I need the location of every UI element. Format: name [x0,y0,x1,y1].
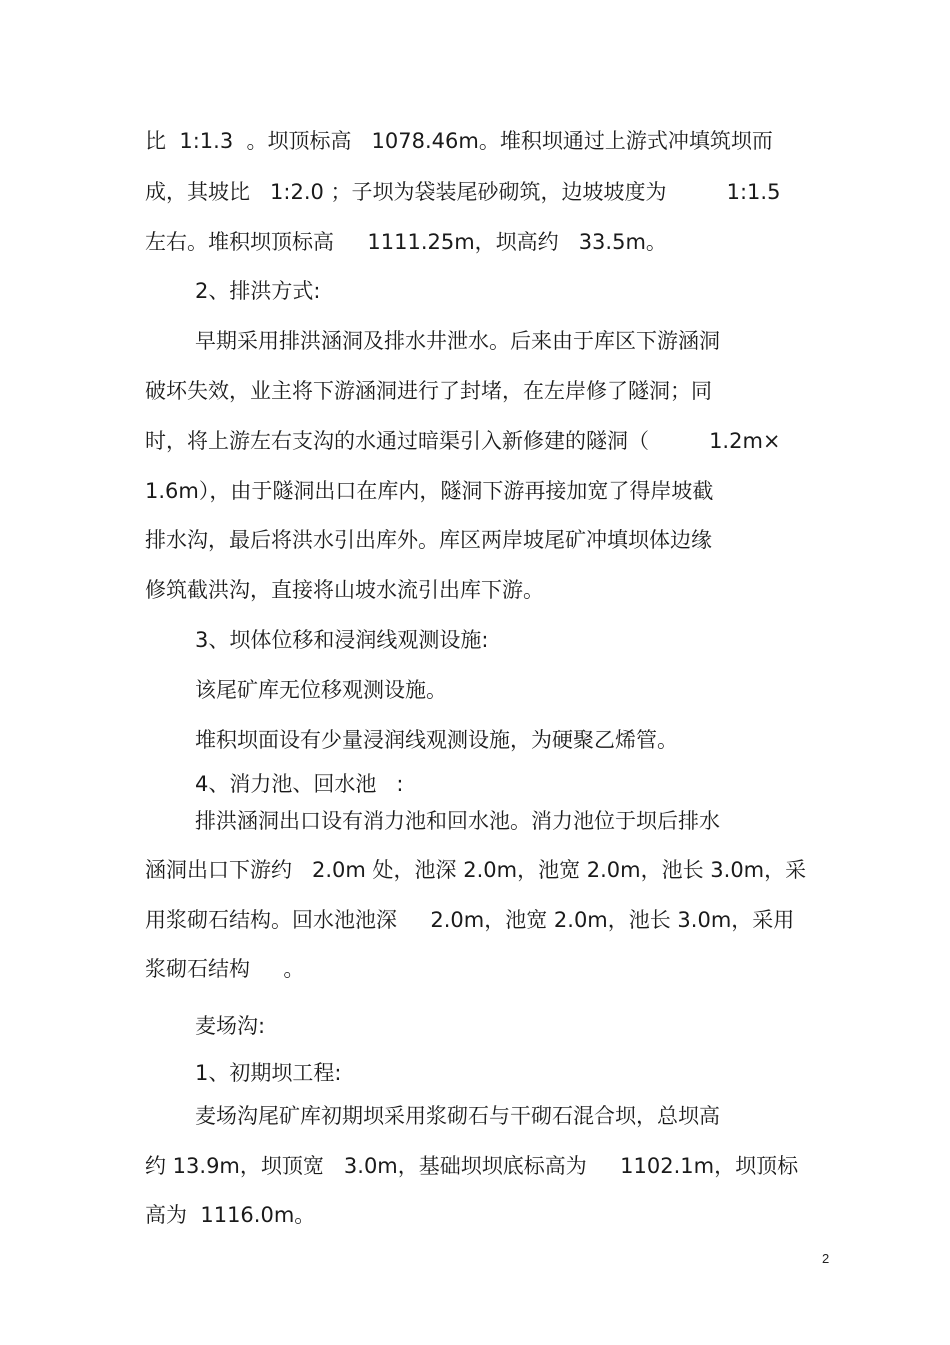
text-line-6: 破坏失效，业主将下游涵洞进行了封堵，在左岸修了隧洞；同 [145,379,712,403]
text-line-23: 高为 1116.0m。 [145,1203,316,1227]
section-title-maichanggou: 麦场沟: [195,1014,266,1038]
text-line-2: 成，其坡比 1:2.0 ；子坝为袋装尾砂砌筑，边坡坡度为 1:1.5 [145,180,781,204]
text-line-3: 左右。堆积坝顶标高 1111.25m，坝高约 33.5m。 [145,230,667,254]
text-line-5: 早期采用排洪涵洞及排水井泄水。后来由于库区下游涵洞 [195,329,720,353]
text-line-18: 浆砌石结构 。 [145,957,305,981]
text-line-21: 麦场沟尾矿库初期坝采用浆砌石与干砌石混合坝，总坝高 [195,1104,720,1128]
text-line-13: 堆积坝面设有少量浸润线观测设施，为硬聚乙烯管。 [195,728,678,752]
text-line-12: 该尾矿库无位移观测设施。 [195,678,447,702]
text-line-8: 1.6m），由于隧洞出口在库内，隧洞下游再接加宽了得岸坡截 [145,479,714,503]
text-line-10: 修筑截洪沟，直接将山坡水流引出库下游。 [145,578,544,602]
page-number: 2 [822,1251,830,1266]
section-heading-monitoring: 3、坝体位移和浸润线观测设施: [195,628,489,652]
text-line-17: 用浆砌石结构。回水池池深 2.0m，池宽 2.0m，池长 3.0m，采用 [145,908,795,932]
section-heading-initial-dam: 1、初期坝工程: [195,1061,342,1085]
text-line-15: 排洪涵洞出口设有消力池和回水池。消力池位于坝后排水 [195,809,720,833]
text-line-7: 时，将上游左右支沟的水通过暗渠引入新修建的隧洞（ 1.2m× [145,429,781,453]
text-line-22: 约 13.9m，坝顶宽 3.0m，基础坝坝底标高为 1102.1m，坝顶标 [145,1154,799,1178]
text-line-16: 涵洞出口下游约 2.0m 处，池深 2.0m，池宽 2.0m，池长 3.0m，采 [145,858,807,882]
section-heading-drainage: 2、排洪方式: [195,279,321,303]
section-heading-pools: 4、消力池、回水池 : [195,772,404,796]
text-line-1: 比 1:1.3 。坝顶标高 1078.46m。堆积坝通过上游式冲填筑坝而 [145,129,773,153]
text-line-9: 排水沟，最后将洪水引出库外。库区两岸坡尾矿冲填坝体边缘 [145,528,712,552]
